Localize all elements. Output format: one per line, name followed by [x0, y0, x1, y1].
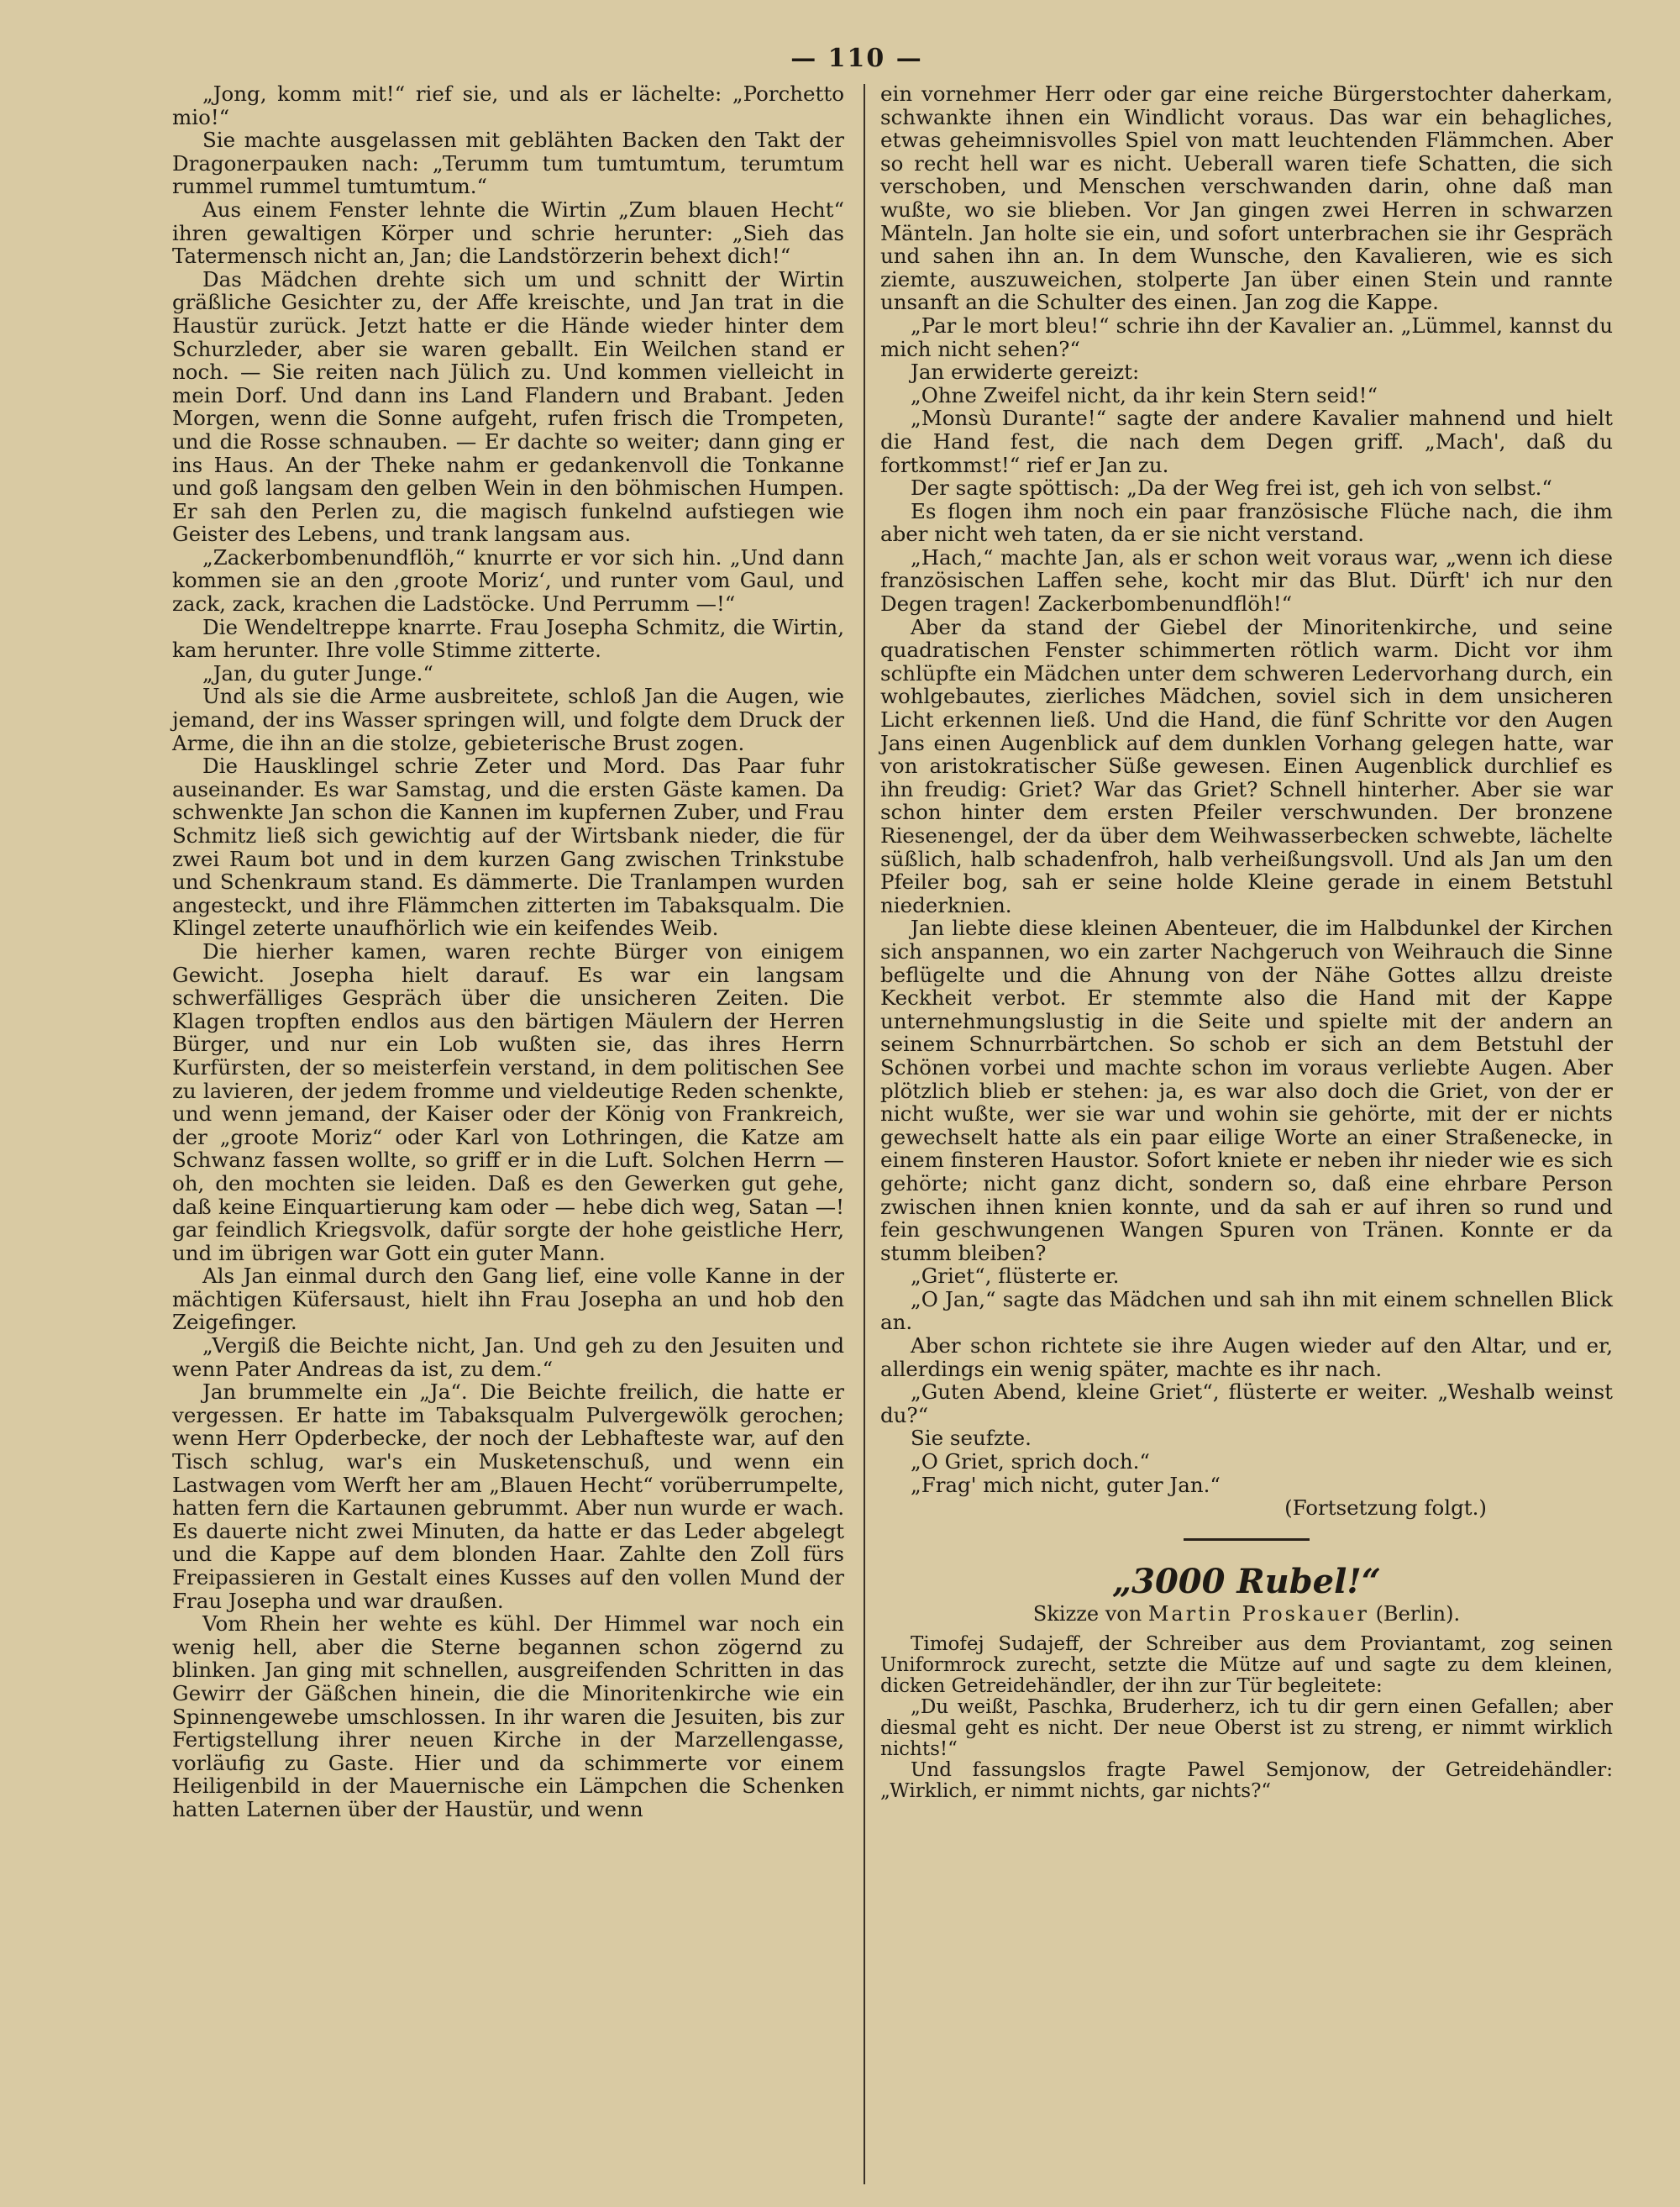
section-divider [1184, 1538, 1310, 1541]
paragraph: „Guten Abend, kleine Griet“, flüsterte er weiter. „Weshalb weinst du?“ [880, 1379, 1613, 1427]
paragraph: Jan erwiderte gereizt: [911, 360, 1140, 385]
page-number: — 110 — [790, 44, 923, 73]
paragraph: „Hach,“ machte Jan, als er schon weit voraus war, „wenn ich diese französischen Laffen sehe, kocht mir das Blut. Dürft' ich nur den Degen tragen! Zackerbombenundflöh!“ [880, 544, 1613, 617]
paragraph: Und fassungslos fragte Pawel Semjonow, der Getreidehändler: „Wirklich, er nimmt nichts, gar nichts?“ [880, 1759, 1613, 1803]
paragraph: „Jong, komm mit!“ rief sie, und als er lächelte: „Porchetto mio!“ [172, 81, 844, 129]
paragraph: „Vergiß die Beichte nicht, Jan. Und geh zu den Jesuiten und wenn Pater Andreas da ist, zu dem.“ [172, 1333, 844, 1381]
paragraph: Sie seufzte. [911, 1426, 1032, 1451]
continuation-note: (Fortsetzung folgt.) [1284, 1495, 1487, 1521]
paragraph: Vom Rhein her wehte es kühl. Der Himmel war noch ein wenig hell, aber die Sterne begannen schon zögernd zu blinken. Jan ging mit schnellen, ausgreifenden Schritten in das Gewirr der Gäßchen hinein, die die Minoritenkirche wie ein Spinnengewebe umschlossen. In ihr waren die Jesuiten, bis zur Fertigstellung ihrer neuen Kirche in der Marzellengasse, vorläufig zu Gaste. Hier und da schimmerte vor einem Heiligenbild in der Mauernische ein Lämpchen die Schenken hatten Laternen über der Haustür, und wenn [172, 1611, 844, 1821]
paragraph: Sie machte ausgelassen mit geblähten Backen den Takt der Dragonerpauken nach: „Terumm tum tumtumtum, terumtum rummel rummel tumtumtum.“ [172, 128, 844, 199]
left-column [172, 82, 844, 1821]
paragraph: Aber da stand der Giebel der Minoritenkirche, und seine quadratischen Fenster schimmerten rötlich warm. Dicht vor ihm schlüpfte ein Mädchen unter dem schweren Ledervorhang durch, ein wohlgebautes, zierliches Mädchen, soviel sich in dem unsicheren Licht erkennen ließ. Und die Hand, die fünf Schritte vor den Augen Jans einen Augenblick auf dem dunklen Vorhang gelegen hatte, war von aristokratischer Süße gewesen. Einen Augenblick durchlief es ihn freudig: Griet? War das Griet? Schnell hinterher. Aber sie war schon hinter dem ersten Pfeiler verschwunden. Der bronzene Riesenengel, der da über dem Weihwasserbecken schwebte, lächelte süßlich, halb schadenfroh, halb verheißungsvoll. Und als Jan um den Pfeiler bog, sah er seine holde Kleine gerade in einem Betstuhl niederknien. [880, 614, 1613, 917]
paragraph: Der sagte spöttisch: „Da der Weg frei ist, geh ich von selbst.“ [911, 476, 1552, 501]
paragraph: Das Mädchen drehte sich um und schnitt der Wirtin gräßliche Gesichter zu, der Affe kreischte, und Jan trat in die Haustür zurück. Jetzt hatte er die Hände wieder hinter dem Schurzleder, aber sie waren geballt. Ein Weilchen stand er noch. — Sie reiten nach Jülich zu. Und kommen vielleicht in mein Dorf. Und dann ins Land Flandern und Brabant. Jeden Morgen, wenn die Sonne aufgeht, rufen frisch die Trompeten, und die Rosse schnauben. — Er dachte so weiter; dann ging er ins Haus. An der Theke nahm er gedankenvoll die Tonkanne und goß langsam den gelben Wein in den böhmischen Humpen. Er sah den Perlen zu, die magisch funkelnd aufstiegen wie Geister des Lebens, und trank langsam aus. [172, 266, 844, 547]
byline-author: Martin Proskauer [1147, 1601, 1369, 1626]
paragraph: Jan liebte diese kleinen Abenteuer, die im Halbdunkel der Kirchen sich anspannen, wo ein zarter Nachgeruch von Weihrauch die Sinne beflügelte und die Ahnung von der Nähe Gottes allzu dreiste Keckheit verbot. Er stemmte also die Hand mit der Kappe unternehmungslustig in die Seite und spielte mit der andern an seinem Schnurrbärtchen. So schob er sich an dem Betstuhl der Schönen vorbei und machte schon im voraus verliebte Augen. Aber plötzlich blieb er stehen: ja, es war also doch die Griet, von der er nicht wußte, wer sie war und wohin sie gehörte, mit der er nichts gewechselt hatte als ein paar eilige Worte an einer Straßenecke, in einem finsteren Haustor. Sofort kniete er neben ihr nieder wie es sich gehörte; nicht ganz dicht, sondern so, daß eine ehrbare Person zwischen ihnen knien konnte, und da sah er auf ihren so rund und fein geschwungenen Wangen Spuren von Tränen. Konnte er da stumm bleiben? [880, 916, 1613, 1265]
paragraph: „Jan, du guter Junge.“ [202, 660, 433, 686]
paragraph: Die hierher kamen, waren rechte Bürger von einigem Gewicht. Josepha hielt darauf. Es war ein langsam schwerfälliges Gespräch über die unsicheren Zeiten. Die Klagen tropften endlos aus den bärtigen Mäulern der Herren Bürger, und nur ein Lob wußten sie, das ihres Herrn Kurfürsten, der so meisterfein verstand, in dem politischen See zu lavieren, der jedem fromme und vieldeutige Reden schenkte, und wenn jemand, der Kaiser oder der König von Frankreich, der „groote Moriz“ oder Karl von Lothringen, die Katze am Schwanz fassen wollte, so griff er in die Luft. Solchen Herrn — oh, den mochten sie leiden. Daß es den Gewerken gut gehe, daß keine Einquartierung kam oder — hebe dich weg, Satan —! gar feindlich Kriegsvolk, dafür sorgte der hohe geistliche Herr, und im übrigen war Gott ein guter Mann. [172, 938, 844, 1265]
paragraph: „Zackerbombenundflöh,“ knurrte er vor sich hin. „Und dann kommen sie an den ‚groote Moriz‘, und runter vom Gaul, und zack, zack, krachen die Ladstöcke. Und Perrumm —!“ [172, 544, 844, 617]
column-divider [864, 84, 865, 2184]
paragraph: Aus einem Fenster lehnte die Wirtin „Zum blauen Hecht“ ihren gewaltigen Körper und schrie herunter: „Sieh das Tatermensch nicht an, Jan; die Landstörzerin behext dich!“ [172, 197, 844, 269]
paragraph: Und als sie die Arme ausbreitete, schloß Jan die Augen, wie jemand, der ins Wasser springen will, und folgte dem Druck der Arme, die ihn an die stolze, gebieterische Brust zogen. [172, 684, 844, 755]
story-body [880, 1634, 1613, 1802]
paragraph: „Griet“, flüsterte er. [911, 1264, 1120, 1289]
story-title: „3000 Rubel!“ [1112, 1561, 1381, 1601]
byline-suffix: (Berlin). [1375, 1601, 1461, 1626]
paragraph: „O Griet, sprich doch.“ [911, 1449, 1150, 1474]
paragraph: „O Jan,“ sagte das Mädchen und sah ihn mit einem schnellen Blick an. [880, 1286, 1613, 1335]
paragraph: ein vornehmer Herr oder gar eine reiche Bürgerstochter daherkam, schwankte ihnen ein Windlicht voraus. Das war ein behagliches, etwas geheimnisvolles Spiel von matt leuchtenden Flämmchen. Aber so recht hell war es nicht. Ueberall waren tiefe Schatten, die sich verschoben, und Menschen verschwanden darin, ohne daß man wußte, wo sie blieben. Vor Jan gingen zwei Herren in schwarzen Mänteln. Jan holte sie ein, und sofort unterbrachen sie ihr Gespräch und sahen ihn an. In dem Wunsche, den Kavalieren, wie es sich ziemte, auszuweichen, stolperte Jan über einen Stein und rannte unsanft an die Schulter des einen. Jan zog die Kappe. [880, 81, 1613, 315]
paragraph: Die Hausklingel schrie Zeter und Mord. Das Paar fuhr auseinander. Es war Samstag, und die ersten Gäste kamen. Da schwenkte Jan schon die Kannen im kupfernen Zuber, und Frau Schmitz ließ sich gewichtig auf der Wirtsbank nieder, die für zwei Raum bot und in dem kurzen Gang zwischen Trinkstube und Schenkraum stand. Es dämmerte. Die Tranlampen wurden angesteckt, und ihre Flämmchen zitterten im Tabaksqualm. Die Klingel zeterte unaufhörlich wie ein keifendes Weib. [172, 754, 844, 941]
paragraph: Jan brummelte ein „Ja“. Die Beichte freilich, die hatte er vergessen. Er hatte im Tabaksqualm Pulvergewölk gerochen; wenn Herr Opderbecke, der noch der Lebhafteste war, auf den Tisch schlug, war's ein Musketenschuß, und wenn ein Lastwagen vom Werft her am „Blauen Hecht“ vorüberrumpelte, hatten fern die Kartaunen gebrummt. Aber nun wurde er wach. Es dauerte nicht zwei Minuten, da hatte er das Leder abgelegt und die Kappe auf dem blonden Haar. Zahlte den Zoll fürs Freipassieren in Gestalt eines Kusses auf den vollen Mund der Frau Josepha und war draußen. [172, 1379, 844, 1613]
paragraph: Als Jan einmal durch den Gang lief, eine volle Kanne in der mächtigen Küfersaust, hielt ihn Frau Josepha an und hob den Zeigefinger. [172, 1264, 844, 1335]
paragraph: „Frag' mich nicht, guter Jan.“ [911, 1472, 1221, 1497]
byline-prefix: Skizze von [1032, 1601, 1142, 1626]
story-byline [880, 1603, 1613, 1626]
paragraph: „Ohne Zweifel nicht, da ihr kein Stern seid!“ [911, 382, 1378, 407]
paragraph: Die Wendeltreppe knarrte. Frau Josepha Schmitz, die Wirtin, kam herunter. Ihre volle Stimme zitterte. [172, 614, 844, 663]
paragraph: „Monsù Durante!“ sagte der andere Kavalier mahnend und hielt die Hand fest, die nach dem Degen griff. „Mach', daß du fortkommst!“ rief er Jan zu. [880, 406, 1613, 477]
paragraph: „Du weißt, Paschka, Bruderherz, ich tu dir gern einen Gefallen; aber diesmal geht es nicht. Der neue Oberst ist zu streng, er nimmt wirklich nichts!“ [880, 1696, 1613, 1761]
paragraph: „Par le mort bleu!“ schrie ihn der Kavalier an. „Lümmel, kannst du mich nicht sehen?“ [880, 313, 1613, 361]
paragraph: Timofej Sudajeff, der Schreiber aus dem Proviantamt, zog seinen Uniformrock zurecht, setzte die Mütze auf und sagte zu dem kleinen, dicken Getreidehändler, der ihn zur Tür begleitete: [880, 1633, 1613, 1698]
paragraph: Es flogen ihm noch ein paar französische Flüche nach, die ihm aber nicht weh taten, da er sie nicht verstand. [880, 498, 1613, 547]
right-column [880, 82, 1613, 1802]
paragraph: Aber schon richtete sie ihre Augen wieder auf den Altar, und er, allerdings ein wenig später, machte es ihr nach. [880, 1333, 1613, 1381]
